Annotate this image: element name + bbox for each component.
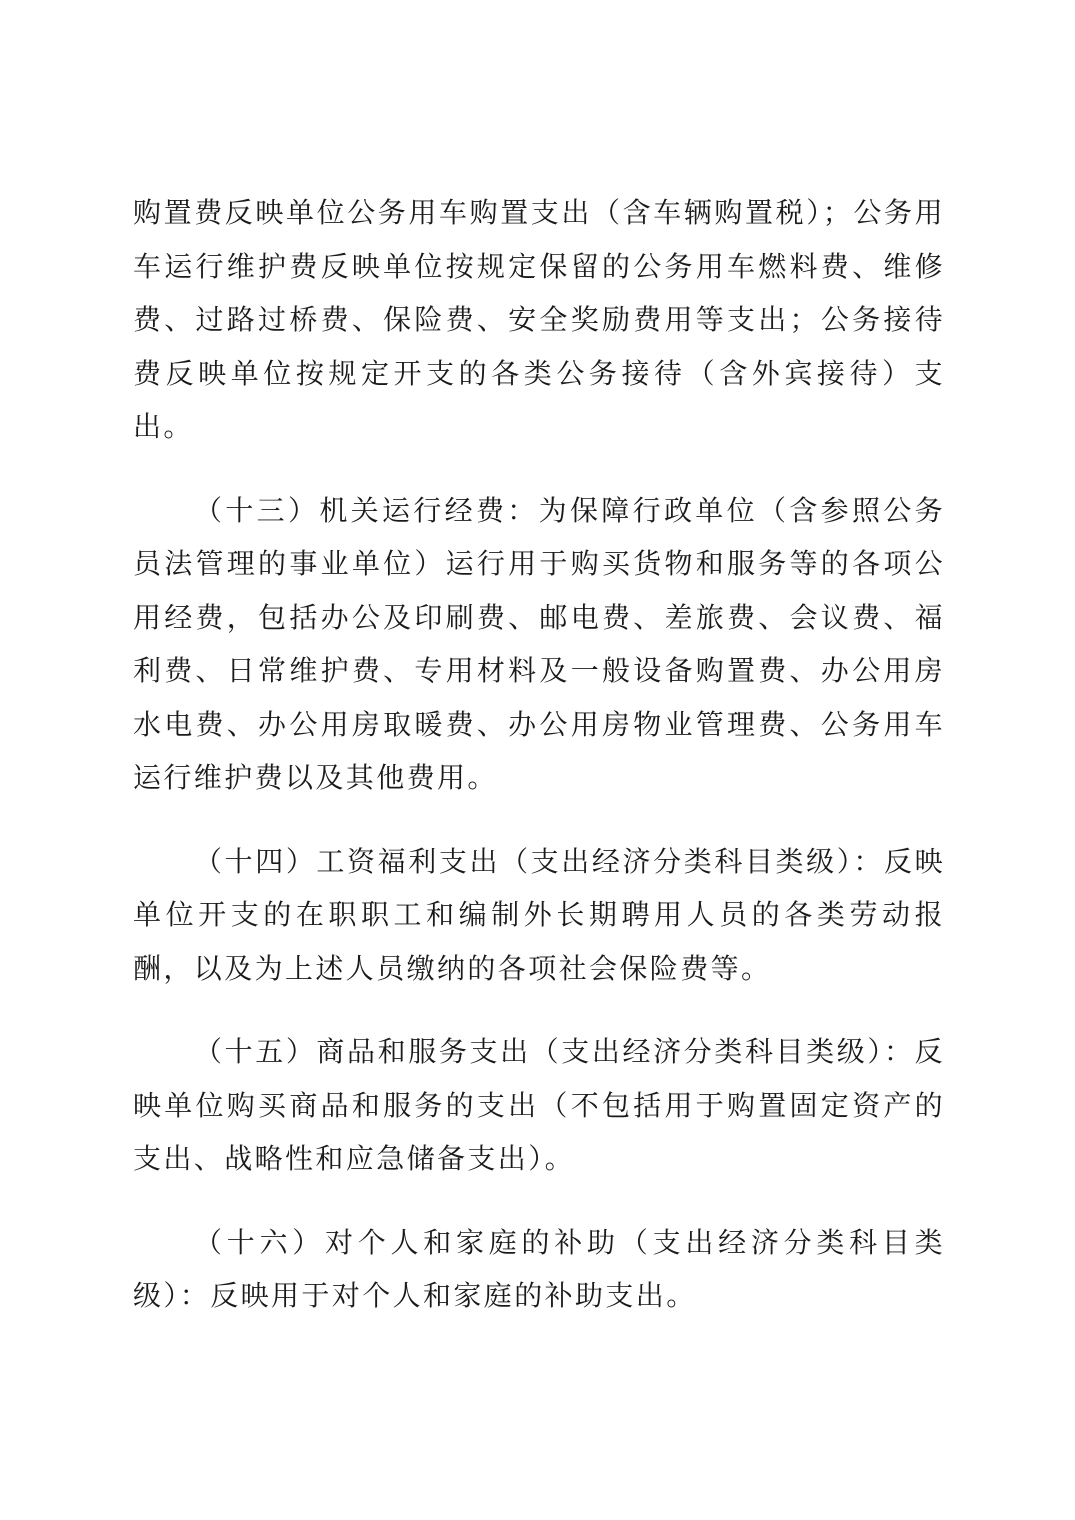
paragraph-vehicle-reception-costs — [133, 186, 945, 454]
paragraph-text: 购置费反映单位公务用车购置支出（含车辆购置税）；公务用车运行维护费反映单位按规定保留的公务用车燃料费、维修费、过路过桥费、保险费、安全奖励费用等支出；公务接待费反映单位按规定开支的各类公务接待（含外宾接待）支出。 — [133, 196, 945, 443]
document-body — [133, 186, 945, 1353]
item-13-heading: （十三）机关运行经费： — [194, 493, 539, 527]
item-13-text: 为保障行政单位（含参照公务员法管理的事业单位）运行用于购买货物和服务等的各项公用经费，包括办公及印刷费、邮电费、差旅费、会议费、福利费、日常维护费、专用材料及一般设备购置费、办公用房水电费、办公用房取暖费、办公用房物业管理费、公务用车运行维护费以及其他费用。 — [133, 493, 946, 794]
item-15-heading: （十五）商品和服务支出（支出经济分类科目类级）： — [194, 1035, 915, 1068]
paragraph-item-15 — [133, 1025, 945, 1186]
item-15-text: 反映单位购买商品和服务的支出（不包括用于购置固定资产的支出、战略性和应急储备支出）。 — [133, 1035, 945, 1175]
item-16-heading: （十六）对个人和家庭的补助（支出经济分类科目类级）： — [133, 1225, 945, 1312]
paragraph-item-13 — [133, 484, 945, 805]
paragraph-item-16 — [133, 1216, 945, 1323]
item-14-text: 反映单位开支的在职职工和编制外长期聘用人员的各类劳动报酬，以及为上述人员缴纳的各项社会保险费等。 — [133, 844, 945, 985]
paragraph-item-14 — [133, 835, 945, 996]
item-14-heading: （十四）工资福利支出（支出经济分类科目类级）： — [194, 844, 884, 878]
item-16-text: 反映用于对个人和家庭的补助支出。 — [210, 1279, 697, 1312]
